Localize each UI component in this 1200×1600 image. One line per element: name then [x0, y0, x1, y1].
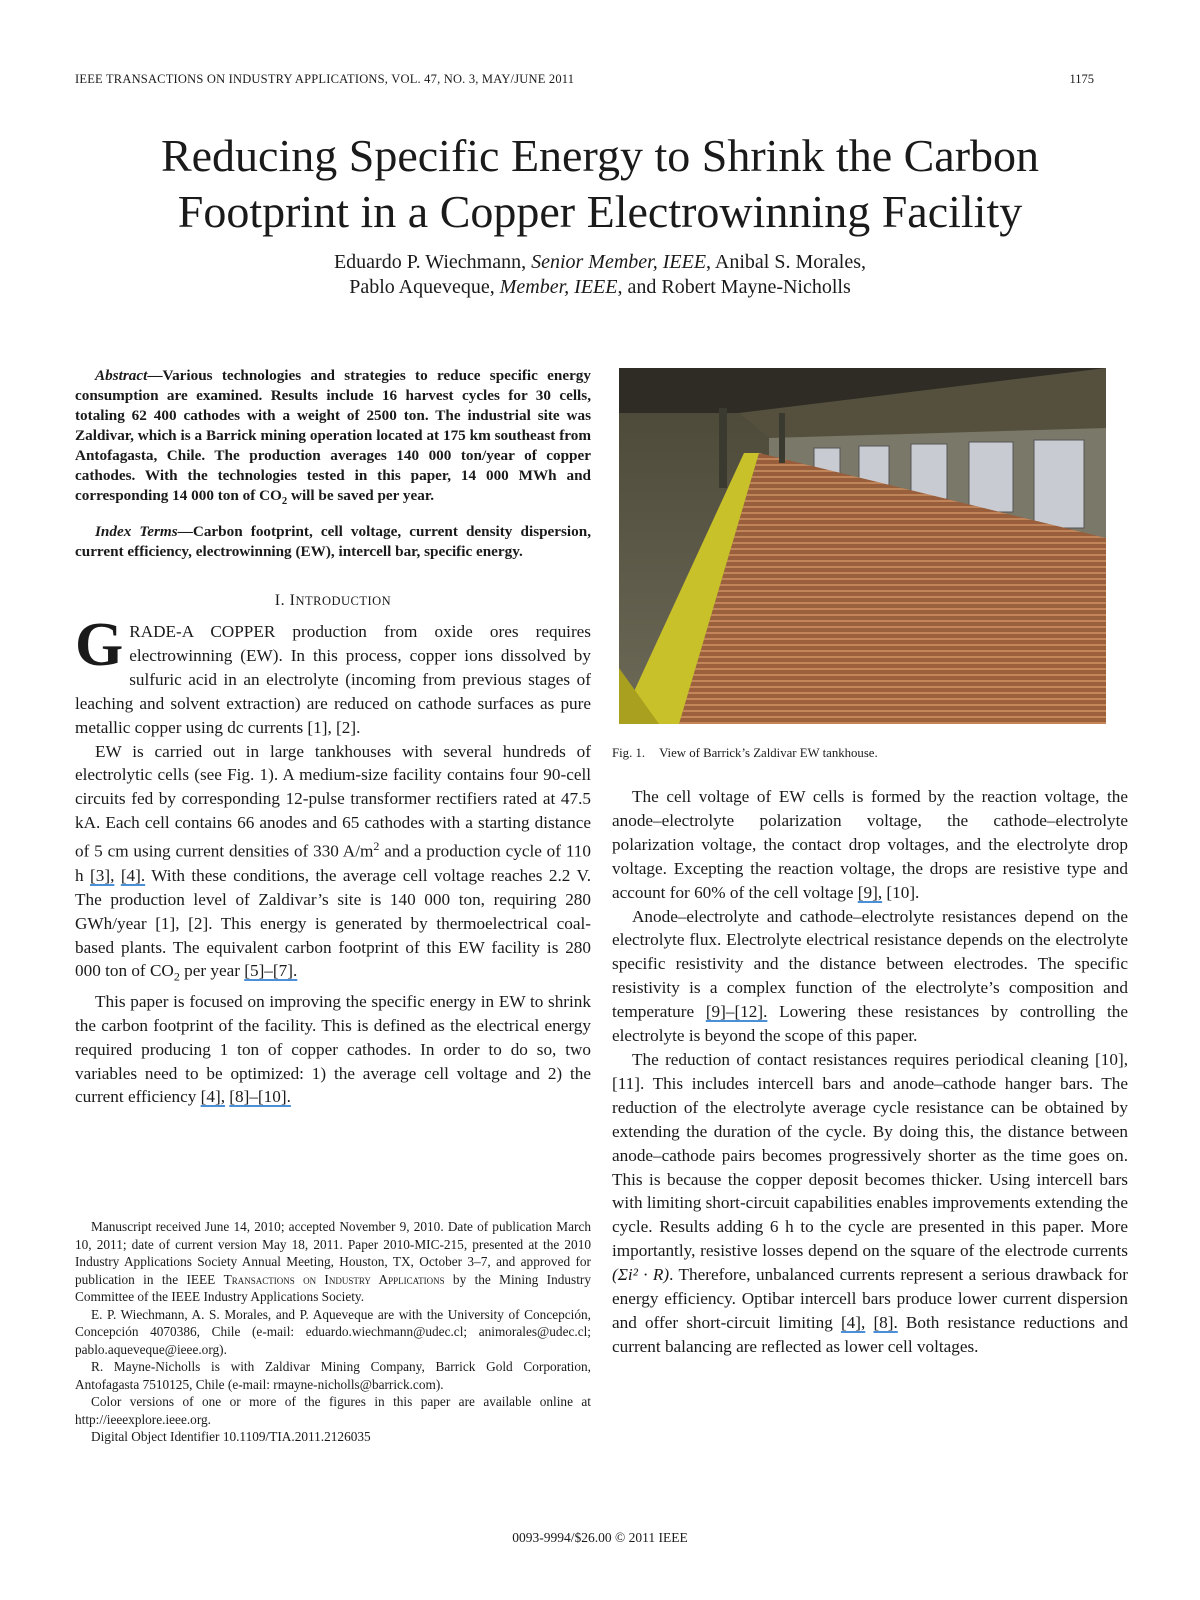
- index-terms-lead: Index Terms: [95, 523, 178, 541]
- right-paragraph-1: [612, 785, 1128, 905]
- citation-link[interactable]: [3],: [90, 865, 115, 885]
- footnote-affiliation-1: E. P. Wiechmann, A. S. Morales, and P. Aqueveque are with the University of Concepción, Concepción 4070386, Chile (e-mail: eduardo.wiechmann@udec.cl; animorales@udec.cl; pablo.aqueveque@ieee.org).: [75, 1306, 591, 1357]
- footnote-doi: Digital Object Identifier 10.1109/TIA.2011.2126035: [91, 1429, 371, 1444]
- tankhouse-photo: [619, 368, 1106, 724]
- right-p3-text-a: The reduction of contact resistances requires periodical cleaning [10], [11]. This includes intercell bars and anode–cathode hanger bars. The reduction of the electrolyte average cycle resistance can be obtained by extending the duration of the cycle. By doing this, the distance between anode–cathode pairs becomes progressively shorter as the time goes on. This is because the copper deposit becomes thicker. Using intercell bars with limiting short-circuit capabilities enables improvements extending the cycle. Results adding 6 h to the cycle are presented in this paper. More importantly, resistive losses depend on the square of the electrode currents: [612, 1049, 1128, 1261]
- title-line-1: Reducing Specific Energy to Shrink the Carbon: [160, 130, 1040, 181]
- author-2: , Anibal S. Morales,: [706, 251, 867, 273]
- abstract-lead: Abstract: [95, 367, 148, 384]
- citation-link[interactable]: [9],: [857, 882, 883, 902]
- section-heading: [75, 592, 591, 610]
- citation-link[interactable]: [4].: [120, 865, 146, 885]
- intro-paragraph-2: [75, 740, 591, 990]
- paper-title: [60, 128, 1140, 240]
- right-paragraph-2: [612, 905, 1128, 1048]
- author-line-2: [60, 275, 1140, 300]
- author-4: , and Robert Mayne-Nicholls: [617, 276, 851, 298]
- right-p2-text-a: Anode–electrolyte and cathode–electrolyte resistances depend on the electrolyte flux. Electrolyte electrical resistance depends on the electrolyte specific resistivity and the distance between electrodes. The specific resistivity is a complex function of the electrolyte’s composition and temperature: [612, 906, 1128, 1022]
- intro-p2-text-b: and a production cycle of 110 h: [75, 841, 591, 885]
- tankhouse-illustration: [619, 368, 1106, 724]
- right-p1-text-b: [10].: [882, 882, 920, 902]
- citation-link[interactable]: [4],: [840, 1312, 866, 1332]
- intro-p2-superscript: 2: [373, 839, 380, 854]
- right-p3-text-c: Both resistance reductions and current balancing are reflected as lower cell voltages.: [612, 1312, 1128, 1356]
- intro-paragraph-3: [75, 990, 591, 1110]
- citation-link[interactable]: [5]–[7].: [244, 961, 298, 981]
- footnote-affiliation-2: R. Mayne-Nicholls is with Zaldivar Mining Company, Barrick Gold Corporation, Antofagasta 7510125, Chile (e-mail: rmayne-nicholls@barrick.com).: [75, 1359, 591, 1392]
- right-column: [612, 368, 1128, 1359]
- footnote-1b: by the Mining Industry Committee of the IEEE Industry Applications Society.: [75, 1271, 591, 1304]
- citation-link[interactable]: [8].: [873, 1312, 898, 1332]
- right-body: [612, 785, 1128, 1359]
- right-p3-text-b: . Therefore, unbalanced currents represent a serious drawback for energy efficiency. Optibar intercell bars produce lower current dispersion and offer short-circuit limiting: [612, 1265, 1128, 1332]
- footnote-manuscript: [75, 1218, 591, 1306]
- page-footer: 0093-9994/$26.00 © 2011 IEEE: [512, 1530, 688, 1545]
- section-rest: NTRODUCTION: [295, 594, 392, 609]
- author-line-1: [60, 250, 1140, 275]
- resistive-loss-formula: (Σi² · R): [612, 1265, 670, 1285]
- section-initial: I: [289, 592, 296, 610]
- footnote-color-note: Color versions of one or more of the figures in this paper are available online at http://ieeexplore.ieee.org.: [75, 1394, 591, 1427]
- abstract-tail: will be saved per year.: [287, 487, 434, 504]
- abstract: [75, 366, 591, 512]
- abstract-subscript: 2: [281, 496, 288, 508]
- author-1-role: Senior Member, IEEE: [531, 251, 707, 273]
- citation-link[interactable]: [4],: [200, 1087, 225, 1107]
- figure-number: Fig. 1.: [612, 746, 646, 760]
- figure-caption: [612, 746, 1128, 761]
- footnote-block: [75, 1218, 591, 1446]
- right-p1-text-a: The cell voltage of EW cells is formed by the reaction voltage, the anode–electrolyte polarization voltage, the cathode–electrolyte polarization voltage, the contact drop voltages, and the electrolyte drop voltage. Excepting the reaction voltage, the drops are resistive type and account for 60% of the cell voltage: [612, 787, 1128, 902]
- intro-p2-text-c: With these conditions, the average cell voltage reaches 2.2 V. The production level of Zaldivar’s site is 140 000 ton, requiring 280 GWh/year [1], [2]. This energy is generated by thermoelectrical coal-based plants. The equivalent carbon footprint of this EW facility is 280 000 ton of CO: [75, 865, 592, 981]
- intro-p2-text-d: per year: [179, 961, 245, 981]
- section-number: I.: [274, 592, 290, 610]
- citation-link[interactable]: [8]–[10].: [229, 1087, 291, 1107]
- footnote-journal-name: Transactions on Industry Applications: [223, 1271, 445, 1287]
- intro-p3-text: This paper is focused on improving the specific energy in EW to shrink the carbon footprint of the facility. This is defined as the electrical energy required producing 1 ton of copper cathodes. In order to do so, two variables need to be optimized: 1) the average cell voltage and 2) the current efficiency: [75, 991, 591, 1107]
- author-3: Pablo Aqueveque,: [349, 276, 500, 298]
- footnote-1a: Manuscript received June 14, 2010; accepted November 9, 2010. Date of publication March 10, 2011; date of current version May 18, 2011. Paper 2010-MIC-215, presented at the 2010 Industry Applications Society Annual Meeting, Houston, TX, October 3–7, and approved for publication in the IEEE: [75, 1219, 591, 1287]
- left-column: [75, 366, 591, 1109]
- title-line-2: Footprint in a Copper Electrowinning Facility: [177, 186, 1023, 237]
- figure-caption-text: View of Barrick’s Zaldivar EW tankhouse.: [659, 746, 878, 760]
- author-list: [60, 250, 1140, 300]
- intro-p2-subscript: 2: [173, 969, 180, 984]
- intro-p1-text: RADE-A COPPER production from oxide ores requires electrowinning (EW). In this process, copper ions dissolved by sulfuric acid in an electrolyte (incoming from previous stages of leaching and solvent extraction) are reduced on cathode surfaces as pure metallic copper using dc currents [1], [2].: [75, 622, 591, 737]
- author-1: Eduardo P. Wiechmann,: [333, 251, 532, 273]
- citation-link[interactable]: [9]–[12].: [705, 1002, 768, 1022]
- journal-header: IEEE TRANSACTIONS ON INDUSTRY APPLICATIONS, VOL. 47, NO. 3, MAY/JUNE 2011: [75, 72, 575, 86]
- drop-cap: G: [75, 611, 124, 680]
- index-terms: [75, 522, 591, 562]
- intro-paragraph-1: [75, 611, 591, 740]
- index-terms-text: —Carbon footprint, cell voltage, current density dispersion, current efficiency, electrowinning (EW), intercell bar, specific energy.: [75, 523, 591, 561]
- right-paragraph-3: [612, 1048, 1128, 1359]
- right-p2-text-b: Lowering these resistances by controlling the electrolyte is beyond the scope of this paper.: [612, 1002, 1128, 1046]
- abstract-text: —Various technologies and strategies to reduce specific energy consumption are examined. Results include 16 harvest cycles for 30 cells, totaling 62 400 cathodes with a weight of 2500 ton. The industrial site was Zaldivar, which is a Barrick mining operation located at 175 km southeast from Antofagasta, Chile. The production averages 140 000 ton/year of copper cathodes. With the technologies tested in this paper, 14 000 MWh and corresponding 14 000 ton of CO: [75, 367, 591, 504]
- page-number: 1175: [1069, 72, 1094, 86]
- author-3-role: Member, IEEE: [499, 276, 618, 298]
- intro-p2-text-a: EW is carried out in large tankhouses with several hundreds of electrolytic cells (see Fig. 1). A medium-size facility contains four 90-cell circuits fed by corresponding 12-pulse transformer rectifiers rated at 47.5 kA. Each cell contains 66 anodes and 65 cathodes with a starting distance of 5 cm using current densities of 330 A/m: [75, 741, 591, 861]
